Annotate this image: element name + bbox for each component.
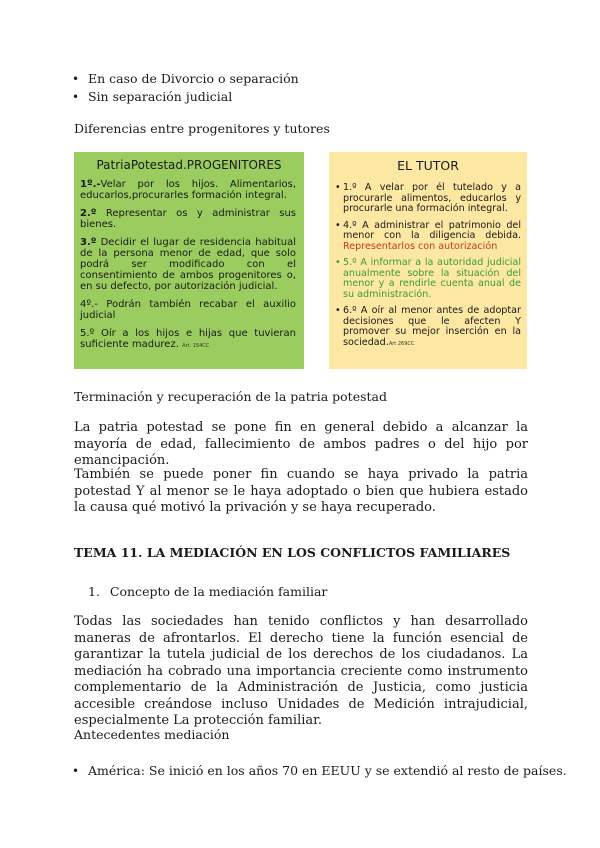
tutor-item [335, 183, 521, 215]
item-text: 5.º A informar a la autoridad judicial anualmente sobre la situación del menor y a rendirle cuenta anual de su administración. [343, 257, 521, 300]
tutor-item [335, 306, 521, 349]
item-text: 1.º A velar por él tutelado y a procurarle alimentos, educarlos y procurarle una formación integral. [343, 182, 521, 214]
progenitores-item [80, 237, 296, 292]
list-item: • América: Se inició en los años 70 en EEUU y se extendió al resto de países. [88, 762, 567, 780]
item-number: 2.º [80, 208, 97, 219]
list-item: • En caso de Divorcio o separación [88, 70, 299, 88]
tutor-title: EL TUTOR [397, 158, 459, 173]
article-reference: Art. 154CC [182, 343, 210, 349]
progenitores-item [80, 299, 296, 321]
item-text: Decidir el lugar de residencia habitual de la persona menor de edad, que solo podrá ser modificado con el consentimiento de ambos progenitores o, en su defecto, por autorización judicial. [80, 237, 296, 292]
top-bullet-list [88, 70, 299, 106]
item-text: Concepto de la mediación familiar [109, 584, 328, 599]
paragraph: También se puede poner fin cuando se haya privado la patria potestad Y al menor se le haya adoptado o bien que hubiera estado la causa qué motivó la privación y se haya recuperado. [74, 467, 528, 515]
progenitores-item [80, 208, 296, 230]
numbered-item [88, 584, 327, 599]
item-note: Representarlos con autorización [343, 240, 498, 252]
item-text: Oír a los hijos e hijas que tuvieran suficiente madurez. [80, 328, 296, 350]
item-number: 3.º [80, 237, 97, 248]
item-text: Representar os y administrar sus bienes. [80, 208, 296, 230]
item-text: 6.º A oír al menor antes de adoptar decisiones que le afecten Y promover su mejor inserción en la sociedad. [343, 305, 521, 348]
item-text: 4.º A administrar el patrimonio del menor con la diligencia debida. [343, 219, 521, 241]
heading-diferencias: Diferencias entre progenitores y tutores [74, 121, 330, 136]
progenitores-item [80, 328, 296, 352]
heading-antecedentes: Antecedentes mediación [74, 727, 230, 742]
article-reference: Art 269CC [388, 340, 415, 347]
list-item: • Sin separación judicial [88, 88, 299, 106]
tutor-item [335, 221, 521, 253]
heading-terminacion: Terminación y recuperación de la patria potestad [74, 389, 387, 404]
item-number: 1º.- [80, 179, 101, 190]
section-title: TEMA 11. LA MEDIACIÓN EN LOS CONFLICTOS FAMILIARES [74, 545, 511, 560]
item-text: Velar por los hijos. Alimentarios, educarlos,procurarles formación integral. [80, 179, 296, 201]
paragraph: Todas las sociedades han tenido conflictos y han desarrollado maneras de afrontarlos. El derecho tiene la función esencial de garantizar la tutela judicial de los derechos de los ciudadanos. La mediación ha cobrado una importancia creciente como instrumento complementario de la Administración de Justicia, como justicia accesible creándose incluso Unidades de Medición intrajudicial, especialmente La protección familiar. [74, 614, 528, 728]
bottom-bullet-list [88, 762, 567, 780]
tutor-item [335, 258, 521, 300]
item-number: 1. [88, 584, 100, 599]
item-text: Podrán también recabar el auxilio judicial [80, 299, 296, 321]
paragraph: La patria potestad se pone fin en general debido a alcanzar la mayoría de edad, fallecimiento de ambos padres o del hijo por emancipación. [74, 420, 528, 468]
tutor-box [329, 152, 527, 369]
progenitores-title: PatriaPotestad.PROGENITORES [96, 158, 282, 172]
progenitores-item [80, 179, 296, 201]
item-number: 5.º [80, 328, 95, 339]
item-number: 4º.- [80, 299, 98, 310]
progenitores-box [74, 152, 304, 369]
